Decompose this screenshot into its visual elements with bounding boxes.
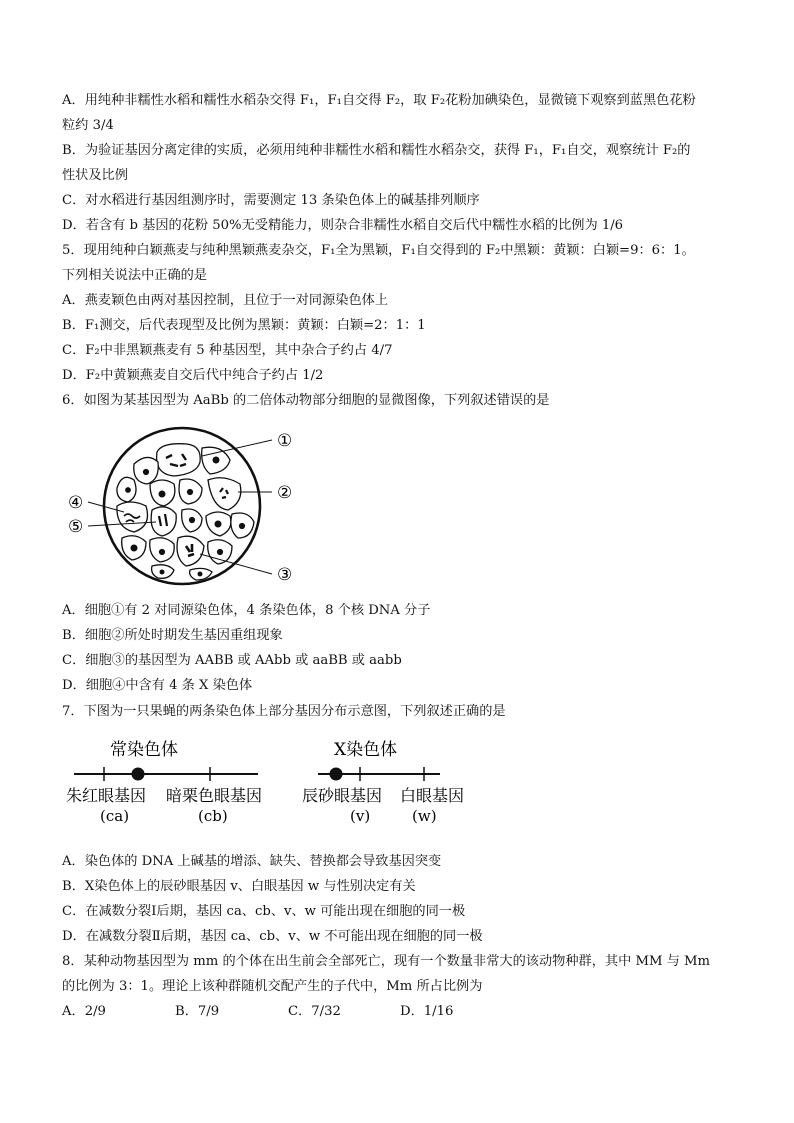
q8-stem-line1: 8．某种动物基因型为 mm 的个体在出生前会全部死亡，现有一个数量非常大的该动物种群，其中 MM 与 Mm	[62, 954, 711, 969]
q4-option-a-line1: A．用纯种非糯性水稻和糯性水稻杂交得 F₁，F₁自交得 F₂，取 F₂花粉加碘染色，显微镜下观察到蓝黑色花粉	[62, 93, 696, 108]
label-cell-4: ④	[68, 493, 84, 513]
q8-option-c: C．7/32	[288, 1004, 341, 1019]
q4-option-c: C．对水稻进行基因组测序时，需要测定 13 条染色体上的碱基排列顺序	[62, 193, 480, 208]
q8-option-a: A．2/9	[62, 1004, 106, 1019]
gene-v-symbol: (v)	[350, 807, 371, 825]
q8-option-d: D．1/16	[400, 1004, 454, 1019]
q8-option-b: B．7/9	[175, 1004, 220, 1019]
autosome-title: 常染色体	[110, 740, 178, 760]
q7-stem: 7．下图为一只果蝇的两条染色体上部分基因分布示意图，下列叙述正确的是	[62, 704, 506, 719]
x-chromosome-title: X染色体	[334, 740, 398, 760]
q6-option-d: D．细胞④中含有 4 条 X 染色体	[62, 678, 253, 693]
q5-option-d: D．F₂中黄颖燕麦自交后代中纯合子约占 1/2	[62, 368, 324, 383]
q4-option-d: D．若含有 b 基因的花粉 50%无受精能力，则杂合非糯性水稻自交后代中糯性水稻的比例为 1/6	[62, 218, 624, 233]
q4-option-a-line2: 粒约 3/4	[62, 118, 114, 133]
x-chromosome-centromere	[330, 768, 343, 781]
q6-option-b: B．细胞②所处时期发生基因重组现象	[62, 628, 283, 643]
q5-option-a: A．燕麦颖色由两对基因控制，且位于一对同源染色体上	[62, 293, 389, 308]
gene-cb-symbol: (cb)	[198, 807, 228, 825]
gene-w-symbol: (w)	[412, 807, 437, 825]
q7-option-d: D．在减数分裂Ⅱ后期，基因 ca、cb、v、w 不可能出现在细胞的同一极	[62, 929, 483, 944]
cell-1	[157, 444, 201, 476]
cell-micrograph-figure	[62, 422, 312, 590]
autosome-centromere	[132, 768, 145, 781]
label-cell-1: ①	[277, 431, 293, 451]
chromosome-gene-map	[62, 734, 482, 829]
q5-option-c: C．F₂中非黑颖燕麦有 5 种基因型，其中杂合子约占 4/7	[62, 343, 393, 358]
gene-w-label: 白眼基因	[400, 786, 465, 805]
gene-cb-label: 暗栗色眼基因	[166, 786, 263, 805]
q7-option-b: B．X染色体上的辰砂眼基因 v、白眼基因 w 与性别决定有关	[62, 879, 416, 894]
q8-stem-line2: 的比例为 3：1。理论上该种群随机交配产生的子代中，Mm 所占比例为	[62, 979, 483, 994]
q5-option-b: B．F₁测交，后代表现型及比例为黑颖：黄颖：白颖=2：1：1	[62, 318, 426, 333]
gene-ca-symbol: (ca)	[100, 807, 130, 825]
q7-option-c: C．在减数分裂Ⅰ后期，基因 ca、cb、v、w 可能出现在细胞的同一极	[62, 904, 466, 919]
q6-stem: 6．如图为某基因型为 AaBb 的二倍体动物部分细胞的显微图像，下列叙述错误的是	[62, 393, 550, 408]
q5-stem-line2: 下列相关说法中正确的是	[62, 268, 208, 283]
gene-ca-label: 朱红眼基因	[66, 786, 147, 805]
q6-option-c: C．细胞③的基因型为 AABB 或 AAbb 或 aaBB 或 aabb	[62, 653, 402, 668]
label-cell-3: ③	[277, 565, 293, 585]
q6-option-a: A．细胞①有 2 对同源染色体，4 条染色体，8 个核 DNA 分子	[62, 603, 431, 618]
gene-v-label: 辰砂眼基因	[302, 786, 383, 805]
q4-option-b-line2: 性状及比例	[62, 168, 128, 183]
q7-option-a: A．染色体的 DNA 上碱基的增添、缺失、替换都会导致基因突变	[62, 854, 442, 869]
q4-option-b-line1: B．为验证基因分离定律的实质，必须用纯种非糯性水稻和糯性水稻杂交，获得 F₁，F₁自交，观察统计 F₂的	[62, 143, 691, 158]
label-cell-2: ②	[277, 483, 293, 503]
q5-stem-line1: 5．现用纯种白颖燕麦与纯种黑颖燕麦杂交，F₁全为黑颖，F₁自交得到的 F₂中黑颖：黄颖：白颖=9：6：1。	[62, 243, 695, 258]
label-cell-5: ⑤	[68, 517, 84, 537]
